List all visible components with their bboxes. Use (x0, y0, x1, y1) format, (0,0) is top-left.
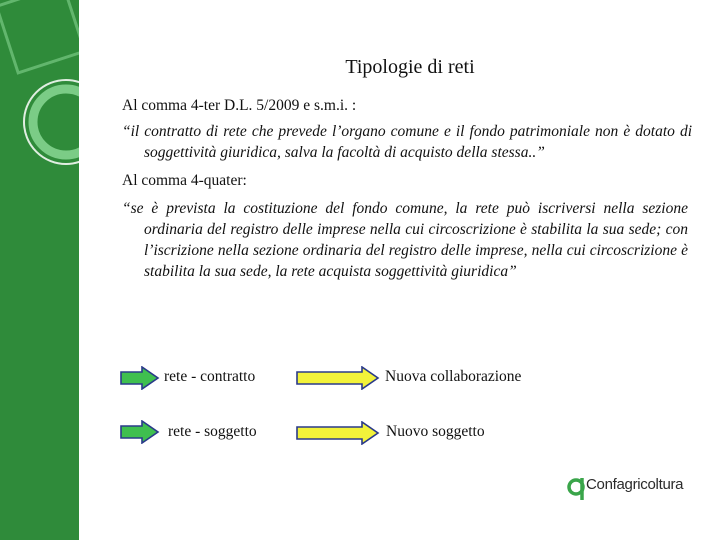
quote-4quater (122, 198, 688, 282)
logo-text: Confagricoltura (586, 476, 684, 493)
row-label-nuova-collaborazione: Nuova collaborazione (385, 368, 522, 385)
decorative-sidebar (0, 0, 79, 540)
comma-4ter-heading: Al comma 4-ter D.L. 5/2009 e s.m.i. : (122, 97, 357, 114)
slide-title: Tipologie di reti (345, 56, 475, 78)
row-label-rete-soggetto: rete - soggetto (168, 423, 257, 440)
yellow-arrow-icon (296, 366, 380, 390)
quote-4ter (122, 121, 692, 163)
quote-4quater-text: “se è prevista la costituzione del fondo comune, la rete può iscriversi nella sezione ordinaria del registro delle imprese nella cui circoscrizione è stabilita la sua sede; con l’iscrizione nella sezione ordinaria del registro delle imprese, nella cui circoscrizione è stabilita la sua sede, la rete acquista soggettività giuridica” (122, 200, 688, 280)
green-arrow-icon (120, 420, 160, 444)
quote-4ter-text: “il contratto di rete che prevede l’organo comune e il fondo patrimoniale non è dotato di soggettività giuridica, salva la facoltà di acquisto della stessa..” (122, 123, 692, 161)
comma-4quater-heading: Al comma 4-quater: (122, 172, 247, 189)
row-label-rete-contratto: rete - contratto (164, 368, 256, 385)
green-arrow-icon (120, 366, 160, 390)
sidebar-decoration (0, 0, 79, 540)
row-label-nuovo-soggetto: Nuovo soggetto (386, 423, 485, 440)
confagricoltura-logo (566, 470, 696, 506)
yellow-arrow-icon (296, 421, 380, 445)
logo-mark-icon (566, 470, 586, 506)
